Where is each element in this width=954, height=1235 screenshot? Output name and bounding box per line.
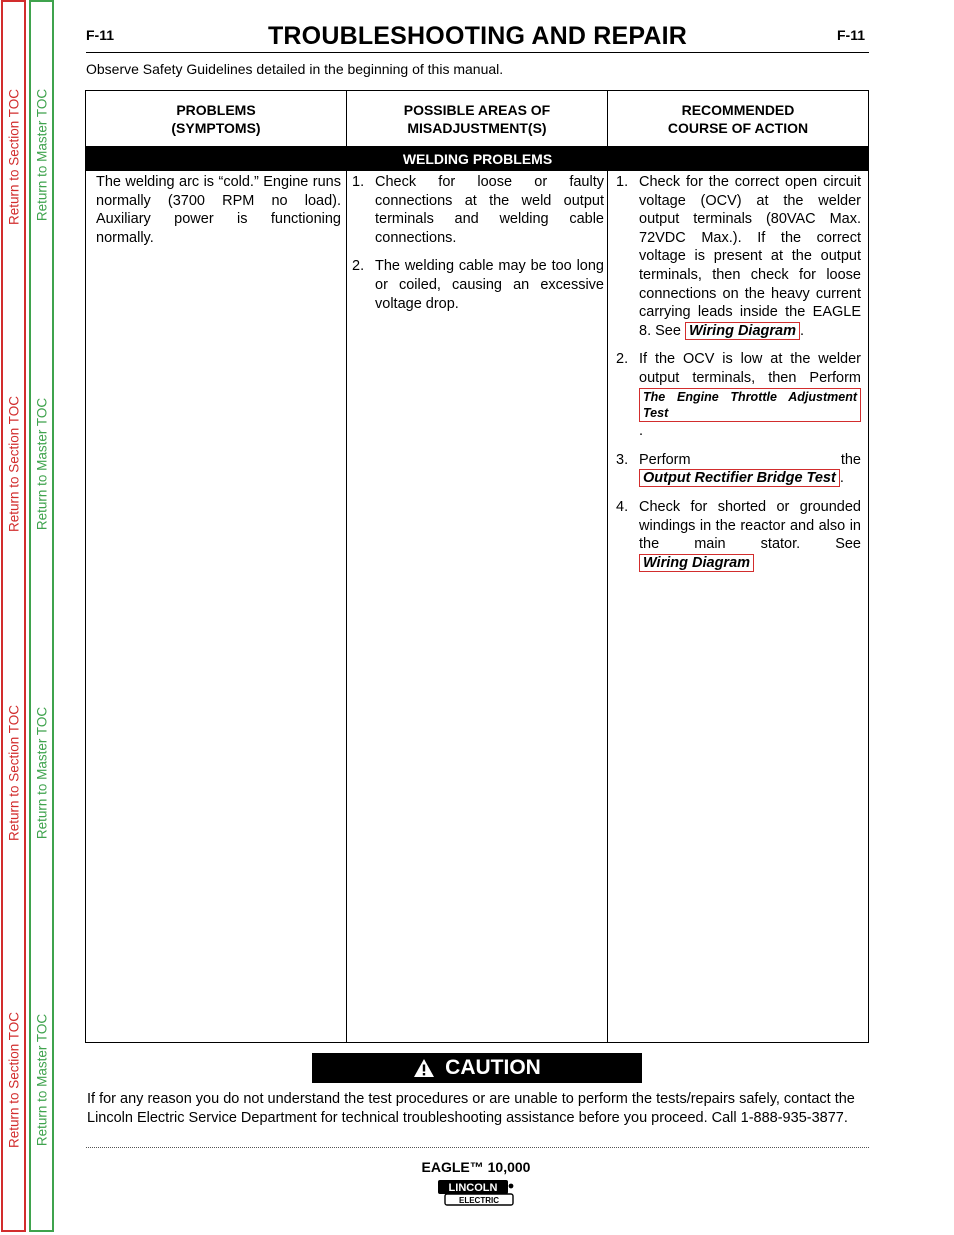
item-number: 2.: [616, 351, 629, 368]
lincoln-electric-logo: [437, 1179, 515, 1207]
model-name: [0, 1159, 954, 1175]
item-text-body: Check for shorted or grounded windings in the reactor and also in the main stator. See: [639, 498, 861, 553]
master-toc-link[interactable]: Return to Master TOC: [34, 88, 49, 222]
item-number: 3.: [616, 451, 629, 468]
logo-top-text: LINCOLN: [448, 1182, 498, 1194]
item-text: [639, 451, 861, 488]
list-item: [616, 451, 861, 488]
header-problems: PROBLEMS (SYMPTOMS): [171, 101, 261, 136]
item-text: [639, 498, 861, 572]
caution-banner: [312, 1053, 642, 1083]
item-text: The welding cable may be too long or coiled, causing an excessive voltage drop.: [375, 258, 604, 312]
problem-description: The welding arc is “cold.” Engine runs normally (3700 RPM no load). Auxiliary power is functioning normally.: [96, 174, 341, 246]
section-toc-link[interactable]: Return to Section TOC: [6, 704, 21, 842]
column-divider: [346, 91, 347, 1042]
item-number: 1.: [616, 174, 629, 190]
item-number: 2.: [352, 258, 365, 275]
column-divider: [607, 91, 608, 1042]
header-divider: [86, 52, 869, 53]
list-item: [616, 173, 861, 340]
caution-text: If for any reason you do not understand the test procedures or are unable to perform the tests/repairs safely, contact the Lincoln Electric Service Department for technical troubleshooting assistance before you proceed. Call 1-888-935-3877.: [87, 1091, 855, 1126]
item-number: 4.: [616, 498, 629, 515]
item-text-after: .: [639, 423, 644, 440]
list-item: [616, 498, 861, 572]
list-item: [352, 257, 604, 313]
wiring-diagram-link[interactable]: Wiring Diagram: [639, 554, 754, 572]
list-item: [352, 173, 604, 247]
item-text-body: If the OCV is low at the welder output terminals, then Perform: [639, 351, 861, 386]
wiring-diagram-link[interactable]: Wiring Diagram: [685, 322, 800, 340]
header-actions: RECOMMENDED COURSE OF ACTION: [667, 101, 809, 136]
model-name-text: EAGLE™ 10,000: [421, 1159, 531, 1175]
footer-divider: [86, 1147, 869, 1148]
areas-list: [352, 173, 604, 323]
page-number-right: F-11: [837, 27, 866, 43]
caution-label: CAUTION: [445, 1056, 541, 1079]
engine-throttle-test-link[interactable]: The Engine Throttle Adjustment Test: [639, 388, 861, 422]
item-text-body: Perform the: [639, 451, 861, 468]
troubleshooting-table: [85, 90, 869, 1043]
header-areas: POSSIBLE AREAS OF MISADJUSTMENT(S): [403, 101, 551, 136]
page-title: TROUBLESHOOTING AND REPAIR: [267, 22, 688, 50]
master-toc-link[interactable]: Return to Master TOC: [34, 1013, 49, 1147]
item-text-body: Check for the correct open circuit voltage (OCV) at the welder output terminals (80VAC Max. 72VDC Max.). If the correct voltage is present at the output terminals, then check for loose connections on the heavy current carrying leads inside the EAGLE 8. See: [639, 174, 861, 339]
master-toc-sidebar: [29, 0, 54, 1232]
section-band: [86, 147, 868, 171]
section-toc-sidebar: [1, 0, 26, 1232]
item-text-after: .: [799, 322, 805, 339]
list-item: [616, 350, 861, 440]
section-toc-link[interactable]: Return to Section TOC: [6, 395, 21, 533]
warning-triangle-icon: [413, 1058, 435, 1078]
page-number-left: F-11: [86, 27, 115, 43]
logo-bottom-text: ELECTRIC: [459, 1196, 499, 1205]
section-toc-link[interactable]: Return to Section TOC: [6, 88, 21, 226]
actions-list: [616, 173, 861, 582]
item-text: [639, 173, 861, 340]
master-toc-link[interactable]: Return to Master TOC: [34, 397, 49, 531]
master-toc-link[interactable]: Return to Master TOC: [34, 706, 49, 840]
item-number: 1.: [352, 174, 365, 190]
section-band-label: WELDING PROBLEMS: [402, 151, 553, 167]
item-text: [639, 350, 861, 440]
item-text-after: .: [839, 470, 844, 487]
safety-note: Observe Safety Guidelines detailed in the beginning of this manual.: [86, 61, 504, 77]
section-toc-link[interactable]: Return to Section TOC: [6, 1011, 21, 1149]
rectifier-bridge-test-link[interactable]: Output Rectifier Bridge Test: [639, 469, 840, 487]
item-text: Check for loose or faulty connections at the weld output terminals and welding cable connections.: [375, 174, 604, 246]
